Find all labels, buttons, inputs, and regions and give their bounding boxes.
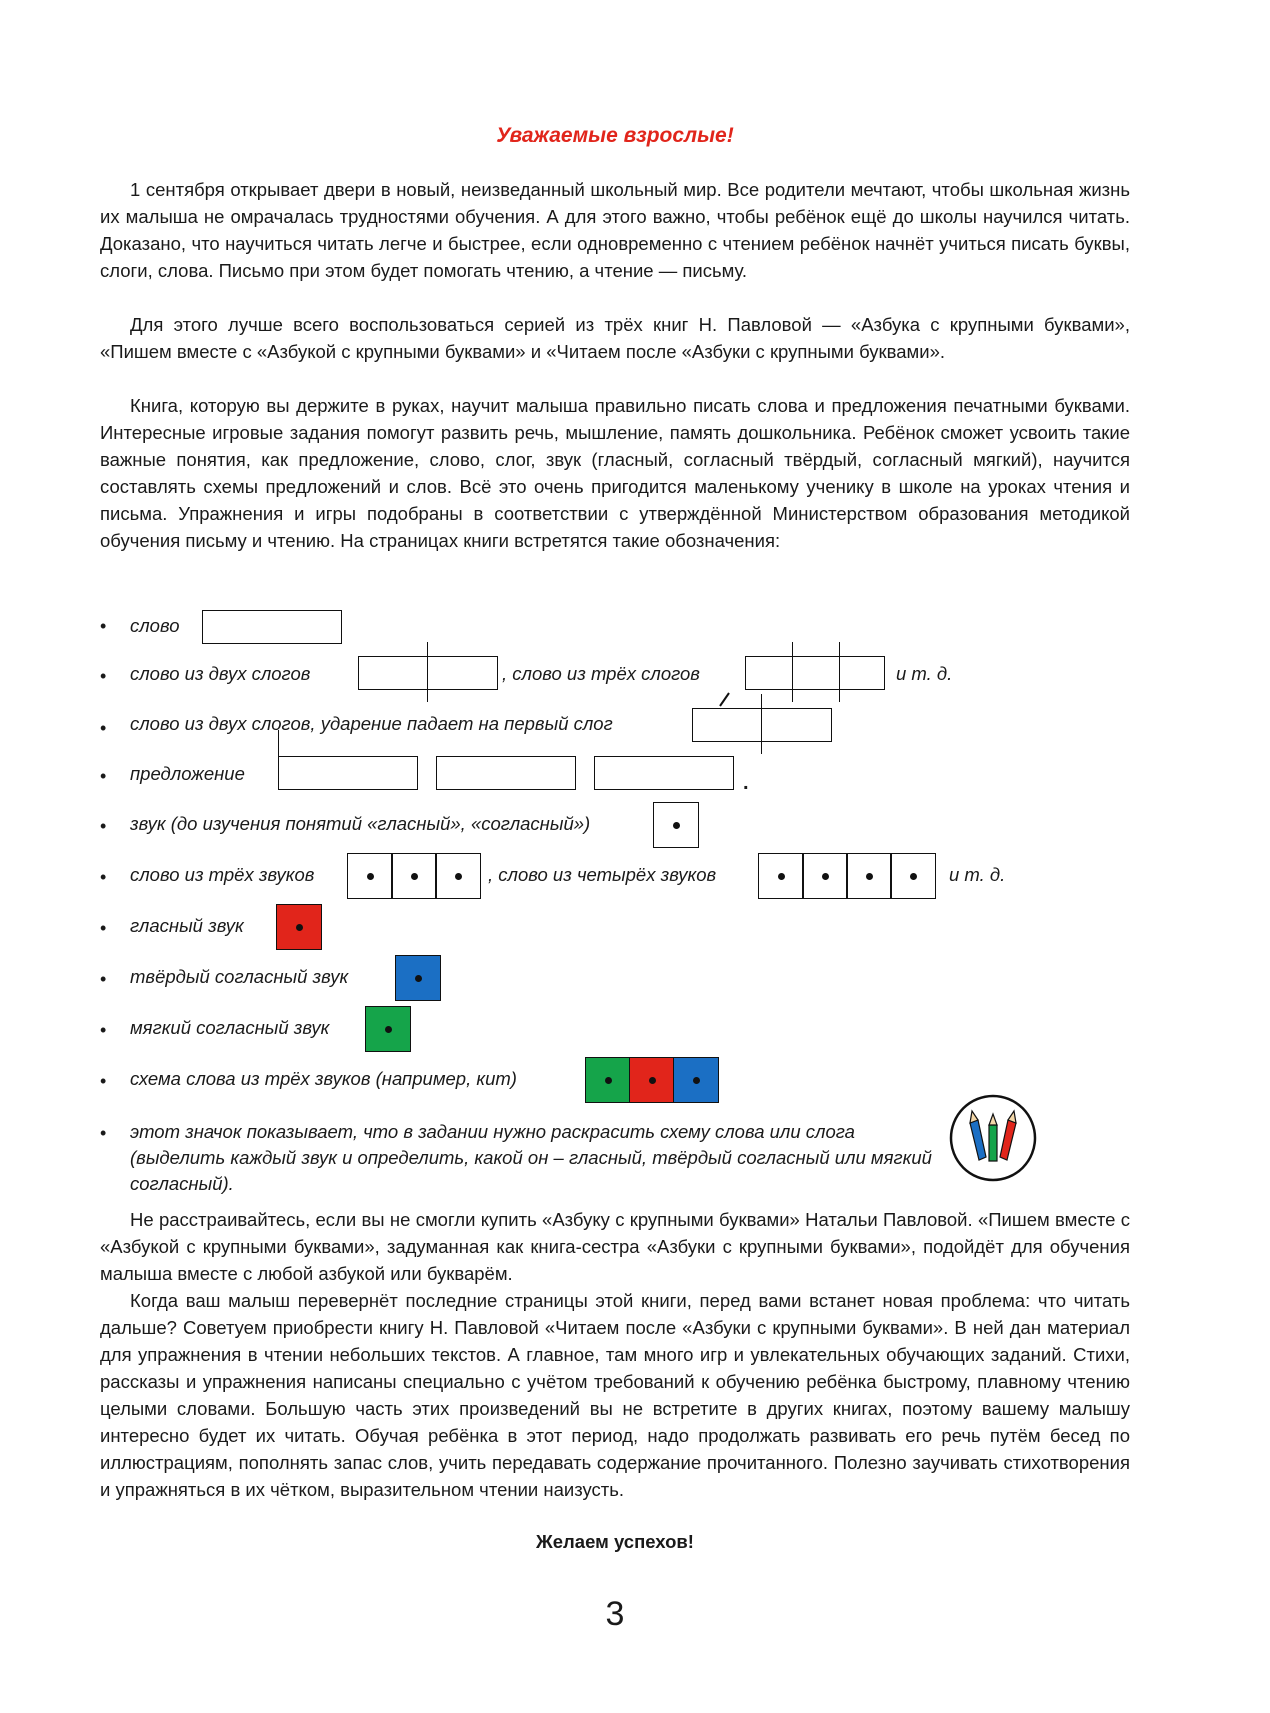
legend-hard — [100, 959, 1160, 999]
legend-etc: и т. д. — [949, 864, 1006, 885]
legend-three-syllables-label: , слово из трёх слогов — [502, 663, 700, 684]
sound-cell — [653, 802, 699, 848]
sound-cell — [391, 853, 437, 899]
soft-consonant-cell — [365, 1006, 411, 1052]
page-title: Уважаемые взрослые! — [496, 124, 734, 147]
bullet: • — [100, 666, 107, 686]
word-scheme-box — [202, 610, 342, 644]
outro-paragraph-2: Когда ваш малыш перевернёт последние страницы этой книги, перед вами встанет новая проблема: что читать дальше? Советуем приобрести книгу Н. Павловой «Читаем после «Азбуки с крупными буквами». В ней дан материал для упражнения в чтении небольших текстов. А главное, там много игр и увлекательных обучающих заданий. Стихи, рассказы и упражнения написаны специально с учётом требований к обучению ребёнка быстрому, плавному чтению целыми словами. Большую часть этих произведений вы не встретите в других книгах, поэтому вашему малышу интересно будет их читать. Обучая ребёнка в этот период, надо продолжать развивать его речь путём бесед по иллюстрациям, пополнять запас слов, учить передавать содержание прочитанного. Полезно заучивать стихотворения и упражняться в их чётком, выразительном чтении наизусть. — [100, 1290, 1130, 1500]
sound-cell — [802, 853, 848, 899]
legend-soft-label: мягкий согласный звук — [130, 1017, 330, 1038]
legend-syllables — [100, 656, 1160, 696]
bullet: • — [100, 766, 107, 786]
syllable-divider — [839, 642, 840, 702]
legend-sentence — [100, 756, 1160, 796]
bullet: • — [100, 718, 107, 738]
sentence-period: . — [743, 772, 749, 794]
stressed-word-scheme — [692, 708, 832, 742]
legend-word — [100, 606, 1160, 646]
legend-three-sounds-label: слово из трёх звуков — [130, 864, 315, 885]
page-number: 3 — [605, 1595, 625, 1633]
bullet: • — [100, 1123, 107, 1143]
sentence-word-box — [594, 756, 734, 790]
hard-consonant-cell — [673, 1057, 719, 1103]
sentence-word-box — [278, 756, 418, 790]
sound-cell — [435, 853, 481, 899]
intro-paragraph-2: Для этого лучше всего воспользоваться серией из трёх книг Н. Павловой — «Азбука с крупными буквами», «Пишем вместе с «Азбукой с крупными буквами» и «Читаем после «Азбуки с крупными буквами». — [100, 314, 1130, 362]
legend-hard-label: твёрдый согласный звук — [130, 966, 349, 987]
legend-sound-count — [100, 857, 1160, 897]
closing-wish: Желаем успехов! — [536, 1531, 694, 1552]
bullet: • — [100, 867, 107, 887]
legend-sentence-label: предложение — [130, 763, 245, 784]
legend-vowel — [100, 908, 1160, 948]
bullet: • — [100, 1071, 107, 1091]
syllable-divider — [427, 642, 428, 702]
legend-sound — [100, 806, 1160, 846]
sound-cell — [758, 853, 804, 899]
vowel-cell — [629, 1057, 675, 1103]
legend-word-label: слово — [130, 615, 180, 636]
pencils-icon — [948, 1093, 1038, 1183]
syllable-divider — [792, 642, 793, 702]
bullet: • — [100, 1020, 107, 1040]
legend-vowel-label: гласный звук — [130, 915, 244, 936]
bullet: • — [100, 969, 107, 989]
sound-cell — [846, 853, 892, 899]
two-syllable-scheme — [358, 656, 498, 690]
legend-soft — [100, 1010, 1160, 1050]
legend-etc: и т. д. — [896, 663, 953, 684]
legend-scheme-label: схема слова из трёх звуков (например, кит) — [130, 1068, 517, 1089]
sentence-word-box — [436, 756, 576, 790]
sound-cell — [890, 853, 936, 899]
soft-consonant-cell — [585, 1057, 631, 1103]
sound-cell — [347, 853, 393, 899]
syllable-divider — [761, 694, 762, 754]
intro-paragraph-3: Книга, которую вы держите в руках, научит малыша правильно писать слова и предложения печатными буквами. Интересные игровые задания помогут развить речь, мышление, память дошкольника. Ребёнок сможет усвоить такие важные понятия, как предложение, слово, слог, звук (гласный, согласный твёрдый, согласный мягкий), научится составлять схемы предложений и слов. Всё это очень пригодится маленькому ученику в школе на уроках чтения и письма. Упражнения и игры подобраны в соответствии с утверждённой Министерством образования методикой обучения письму и чтению. На страницах книги встретятся такие обозначения: — [100, 395, 1130, 551]
legend-stress-label: слово из двух слогов, ударение падает на первый слог — [130, 713, 613, 734]
outro-paragraph-1: Не расстраивайтесь, если вы не смогли купить «Азбуку с крупными буквами» Натальи Павловой. «Пишем вместе с «Азбукой с крупными буквами», задуманная как книга-сестра «Азбуки с крупными буквами», подойдёт для обучения малыша вместе с любой азбукой или букварём. — [100, 1209, 1130, 1284]
legend-two-syllables-label: слово из двух слогов — [130, 663, 311, 684]
intro-paragraph-1: 1 сентября открывает двери в новый, неизведанный школьный мир. Все родители мечтают, чтобы школьная жизнь их малыша не омрачалась трудностями обучения. А для этого важно, чтобы ребёнок ещё до школы научился читать. Доказано, что научиться читать легче и быстрее, если одновременно с чтением ребёнок начнёт учиться писать буквы, слоги, слова. Письмо при этом будет помогать чтению, а чтение — письму. — [100, 179, 1130, 281]
legend-sound-label: звук (до изучения понятий «гласный», «согласный») — [130, 813, 591, 834]
legend-colour-task-label: этот значок показывает, что в задании нужно раскрасить схему слова или слога (выделить каждый звук и определить, какой он – гласный, твёрдый согласный или мягкий согласный). — [130, 1121, 932, 1194]
legend-stress — [100, 708, 1160, 748]
bullet: • — [100, 816, 107, 836]
three-syllable-scheme — [745, 656, 885, 690]
legend-four-sounds-label: , слово из четырёх звуков — [488, 864, 717, 885]
hard-consonant-cell — [395, 955, 441, 1001]
bullet: • — [100, 616, 107, 636]
bullet: • — [100, 918, 107, 938]
stress-mark-icon — [718, 691, 732, 707]
vowel-cell — [276, 904, 322, 950]
